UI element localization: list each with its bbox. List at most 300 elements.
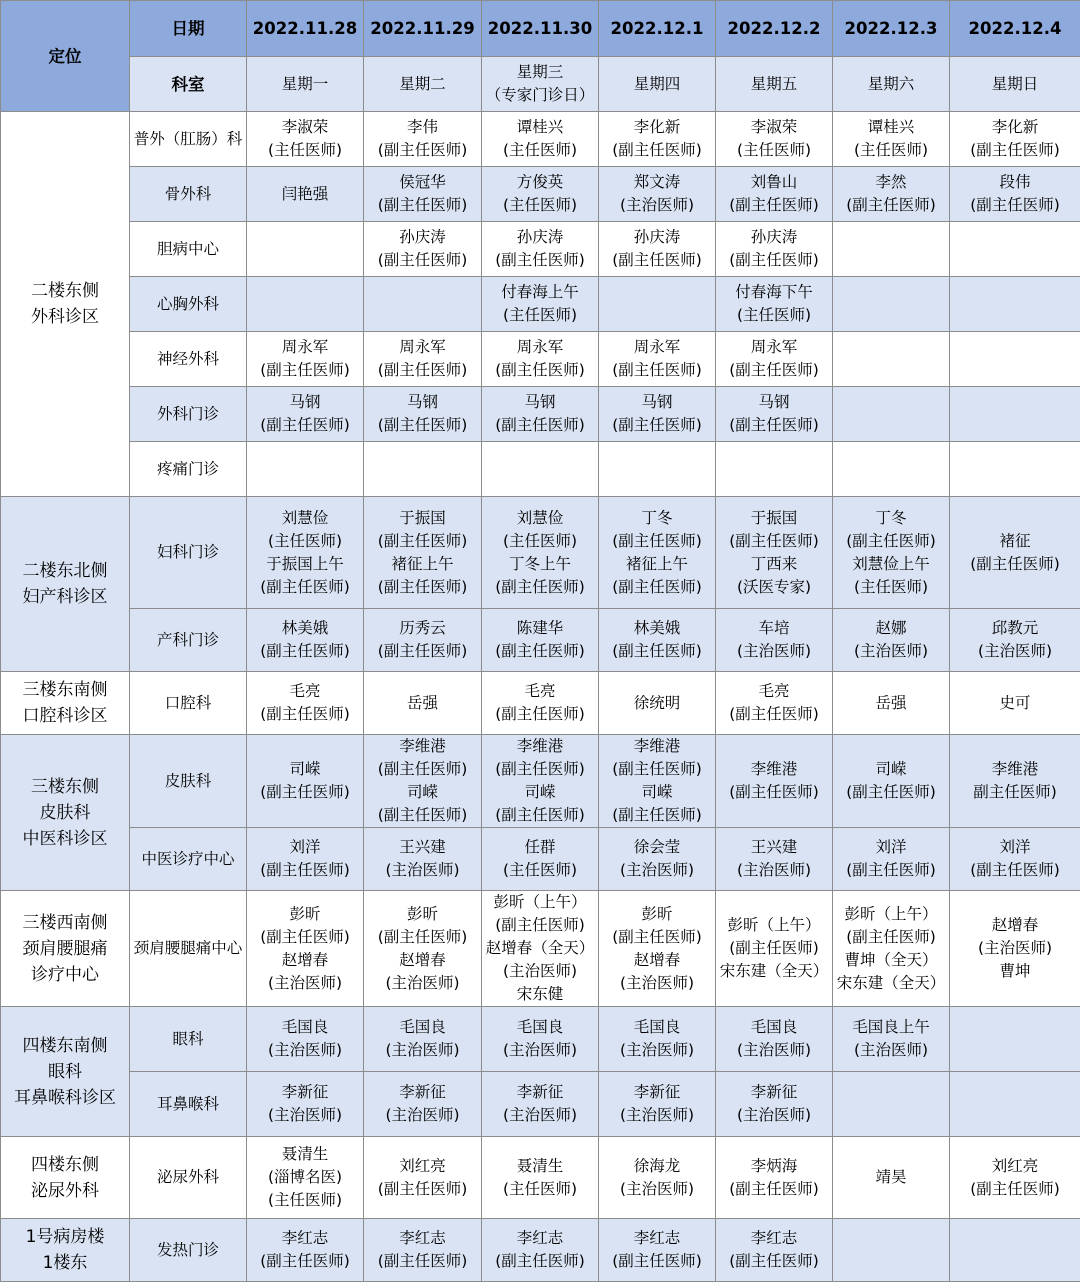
schedule-cell [482,222,599,277]
schedule-cell [950,735,1080,828]
cell-line: 1楼东 [1,1250,129,1276]
cell-line: 于振国上午 [247,553,363,576]
cell-line: 司嵘 [833,758,949,781]
cell-line: 岳强 [364,692,481,715]
schedule-cell [599,277,716,332]
cell-line: (副主任医师) [364,530,481,553]
cell-line: (副主任医师) [247,781,363,804]
date-cell: 2022.11.28 [247,1,364,57]
cell-line: (副主任医师) [950,139,1080,162]
date-cell: 2022.11.30 [482,1,599,57]
cell-line: 马钢 [716,391,832,414]
schedule-cell [247,112,364,167]
schedule-cell [716,735,833,828]
schedule-cell [833,222,950,277]
cell-line: 三楼东南侧 [1,677,129,703]
cell-line: (副主任医师) [599,139,715,162]
cell-line: 星期六 [833,73,949,96]
dept-header: 科室 [130,57,247,112]
cell-line: 郑文涛 [599,171,715,194]
cell-line: 李然 [833,171,949,194]
cell-line: 李红志 [599,1227,715,1250]
cell-line: (副主任医师) [364,139,481,162]
cell-line: (副主任医师) [482,640,598,663]
schedule-cell [716,387,833,442]
cell-line: (副主任医师) [247,359,363,382]
cell-line: 丁冬上午 [482,553,598,576]
cell-line: 毛国良 [247,1016,363,1039]
schedule-cell [247,828,364,891]
schedule-cell [716,332,833,387]
schedule-cell [833,332,950,387]
schedule-cell [482,672,599,735]
cell-line: 二楼东北侧 [1,558,129,584]
cell-line: (副主任医师) [950,859,1080,882]
cell-line: 司嵘 [482,781,598,804]
cell-line: 李红志 [716,1227,832,1250]
cell-line: 彭昕 [599,903,715,926]
schedule-cell [247,332,364,387]
schedule-cell [599,735,716,828]
cell-line: 闫艳强 [247,183,363,206]
cell-line: 付春海下午 [716,281,832,304]
cell-line: 李红志 [247,1227,363,1250]
schedule-cell [482,1219,599,1282]
cell-line: 徐会莹 [599,836,715,859]
schedule-cell [716,1219,833,1282]
cell-line: 李新征 [364,1081,481,1104]
schedule-cell [950,497,1080,609]
cell-line: 邱教元 [950,617,1080,640]
schedule-cell [247,497,364,609]
cell-line: 毛国良 [364,1016,481,1039]
cell-line: （专家门诊日） [482,84,598,107]
schedule-cell [716,828,833,891]
schedule-cell [599,387,716,442]
cell-line: (主任医师) [833,139,949,162]
weekday-cell [833,57,950,112]
schedule-cell [833,1007,950,1072]
schedule-cell [833,891,950,1007]
cell-line: (主任医师) [482,139,598,162]
department-cell: 神经外科 [130,332,247,387]
cell-line: (副主任医师) [833,926,949,949]
department-cell: 耳鼻喉科 [130,1072,247,1137]
schedule-cell [950,1137,1080,1219]
schedule-cell [716,497,833,609]
cell-line: 谭桂兴 [482,116,598,139]
cell-line: 李维港 [599,735,715,758]
cell-line: 于振国 [716,507,832,530]
cell-line: (副主任医师) [247,414,363,437]
schedule-cell [482,332,599,387]
cell-line: (主治医师) [833,640,949,663]
schedule-cell [716,1137,833,1219]
cell-line: 李红志 [364,1227,481,1250]
cell-line: (主任医师) [247,139,363,162]
schedule-cell [482,891,599,1007]
department-cell: 泌尿外科 [130,1137,247,1219]
cell-line: (副主任医师) [599,1250,715,1273]
department-cell: 外科门诊 [130,387,247,442]
cell-line: 马钢 [247,391,363,414]
cell-line: (主治医师) [716,640,832,663]
schedule-cell [950,112,1080,167]
cell-line: 李维港 [716,758,832,781]
date-header: 日期 [130,1,247,57]
cell-line: 颈肩腰腿痛 [1,936,129,962]
schedule-cell [482,1137,599,1219]
schedule-cell [247,277,364,332]
cell-line: 刘红亮 [950,1155,1080,1178]
cell-line: (副主任医师) [950,553,1080,576]
cell-line: (主治医师) [950,937,1080,960]
schedule-cell [482,828,599,891]
cell-line: (主任医师) [247,1189,363,1212]
cell-line: 褚征上午 [364,553,481,576]
cell-line: 毛亮 [482,680,598,703]
schedule-cell [247,1007,364,1072]
cell-line: (主治医师) [599,1039,715,1062]
zone-location-cell [1,891,130,1007]
cell-line: 妇产科诊区 [1,584,129,610]
schedule-cell [364,497,482,609]
schedule-cell [833,735,950,828]
weekday-cell [599,57,716,112]
schedule-cell [247,442,364,497]
cell-line: (主治医师) [833,1039,949,1062]
schedule-cell [247,609,364,672]
weekday-cell [482,57,599,112]
cell-line: 彭昕 [364,903,481,926]
cell-line: 林美娥 [247,617,363,640]
cell-line: 李淑荣 [716,116,832,139]
cell-line: 耳鼻喉科诊区 [1,1085,129,1111]
schedule-cell [482,387,599,442]
weekday-cell [364,57,482,112]
cell-line: (主任医师) [482,859,598,882]
cell-line: (主任医师) [482,304,598,327]
cell-line: 李新征 [716,1081,832,1104]
department-cell: 普外（肛肠）科 [130,112,247,167]
cell-line: 丁冬 [833,507,949,530]
schedule-cell [833,1137,950,1219]
schedule-cell [482,112,599,167]
schedule-cell [950,1072,1080,1137]
cell-line: (主治医师) [599,194,715,217]
cell-line: (副主任医师) [716,194,832,217]
cell-line: (副主任医师) [950,194,1080,217]
schedule-cell [833,387,950,442]
cell-line: (副主任医师) [482,414,598,437]
schedule-cell [950,891,1080,1007]
cell-line: 李淑荣 [247,116,363,139]
cell-line: (副主任医师) [716,937,832,960]
cell-line: 曹坤（全天） [833,949,949,972]
schedule-cell [950,277,1080,332]
schedule-cell [247,167,364,222]
cell-line: 侯冠华 [364,171,481,194]
schedule-cell [247,1219,364,1282]
schedule-cell [950,222,1080,277]
cell-line: (副主任医师) [364,804,481,827]
cell-line: (副主任医师) [247,1250,363,1273]
cell-line: 刘慧俭 [247,507,363,530]
schedule-cell [599,442,716,497]
cell-line: 四楼东侧 [1,1152,129,1178]
cell-line: 谭桂兴 [833,116,949,139]
schedule-cell [364,1072,482,1137]
cell-line: (副主任医师) [364,758,481,781]
schedule-cell [364,442,482,497]
schedule-cell [599,1007,716,1072]
schedule-cell [950,609,1080,672]
department-cell: 发热门诊 [130,1219,247,1282]
cell-line: 徐海龙 [599,1155,715,1178]
cell-line: 毛国良 [599,1016,715,1039]
cell-line: 赵增春 [247,949,363,972]
cell-line: (主治医师) [364,972,481,995]
cell-line: (副主任医师) [950,1178,1080,1201]
cell-line: (主治医师) [247,1039,363,1062]
cell-line: 赵增春（全天） [482,937,598,960]
cell-line: (副主任医师) [599,926,715,949]
schedule-cell [716,1007,833,1072]
cell-line: (副主任医师) [482,359,598,382]
cell-line: 丁西来 [716,553,832,576]
cell-line: 三楼西南侧 [1,910,129,936]
schedule-cell [599,672,716,735]
cell-line: 星期二 [364,73,481,96]
schedule-cell [950,1219,1080,1282]
cell-line: 孙庆涛 [716,226,832,249]
cell-line: 李新征 [599,1081,715,1104]
schedule-cell [950,1007,1080,1072]
cell-line: (副主任医师) [833,781,949,804]
cell-line: (副主任医师) [716,781,832,804]
schedule-cell [364,387,482,442]
cell-line: (副主任医师) [247,640,363,663]
schedule-cell [716,222,833,277]
cell-line: (主治医师) [716,1104,832,1127]
cell-line: 赵增春 [599,949,715,972]
schedule-cell [247,891,364,1007]
cell-line: 聂清生 [482,1155,598,1178]
schedule-cell [247,387,364,442]
cell-line: (主治医师) [716,1039,832,1062]
schedule-cell [364,735,482,828]
department-cell: 中医诊疗中心 [130,828,247,891]
cell-line: 褚征 [950,530,1080,553]
zone-location-cell [1,672,130,735]
cell-line: 星期五 [716,73,832,96]
department-cell: 眼科 [130,1007,247,1072]
cell-line: 副主任医师) [950,781,1080,804]
cell-line: (副主任医师) [364,576,481,599]
schedule-cell [599,332,716,387]
cell-line: 李红志 [482,1227,598,1250]
cell-line: (副主任医师) [716,703,832,726]
cell-line: (主治医师) [599,1104,715,1127]
schedule-cell [833,277,950,332]
cell-line: 二楼东侧 [1,278,129,304]
schedule-cell [716,891,833,1007]
cell-line: 宋东建（全天） [833,972,949,995]
cell-line: (副主任医师) [364,359,481,382]
cell-line: 三楼东侧 [1,774,129,800]
cell-line: (副主任医师) [482,249,598,272]
cell-line: (主任医师) [716,304,832,327]
cell-line: 毛亮 [247,680,363,703]
schedule-cell [950,387,1080,442]
schedule-cell [364,828,482,891]
cell-line: (主任医师) [482,530,598,553]
cell-line: 四楼东南侧 [1,1033,129,1059]
cell-line: 任群 [482,836,598,859]
schedule-cell [364,332,482,387]
schedule-cell [716,672,833,735]
cell-line: (副主任医师) [247,859,363,882]
schedule-cell [833,609,950,672]
schedule-cell [364,222,482,277]
schedule-cell [716,609,833,672]
department-cell: 骨外科 [130,167,247,222]
zone-location-cell [1,497,130,672]
schedule-cell [950,672,1080,735]
cell-line: (副主任医师) [716,1250,832,1273]
cell-line: 李炳海 [716,1155,832,1178]
cell-line: 王兴建 [364,836,481,859]
schedule-cell [716,1072,833,1137]
schedule-cell [833,442,950,497]
cell-line: 星期四 [599,73,715,96]
cell-line: (副主任医师) [482,758,598,781]
cell-line: (副主任医师) [247,926,363,949]
cell-line: 彭昕（上午） [482,891,598,914]
date-cell: 2022.11.29 [364,1,482,57]
cell-line: 毛国良上午 [833,1016,949,1039]
schedule-cell [833,112,950,167]
cell-line: 李新征 [482,1081,598,1104]
cell-line: (副主任医师) [833,859,949,882]
cell-line: (副主任医师) [716,414,832,437]
cell-line: 徐统明 [599,692,715,715]
schedule-cell [482,609,599,672]
department-cell: 胆病中心 [130,222,247,277]
schedule-cell [599,222,716,277]
schedule-cell [833,1072,950,1137]
cell-line: (主治医师) [247,972,363,995]
schedule-cell [364,1137,482,1219]
schedule-cell [833,167,950,222]
cell-line: (副主任医师) [716,1178,832,1201]
cell-line: 彭昕 [247,903,363,926]
schedule-cell [833,828,950,891]
cell-line: (副主任医师) [364,414,481,437]
date-cell: 2022.12.3 [833,1,950,57]
cell-line: 刘洋 [247,836,363,859]
schedule-cell [599,1072,716,1137]
cell-line: 史可 [950,692,1080,715]
cell-line: (副主任医师) [716,530,832,553]
cell-line: (副主任医师) [833,194,949,217]
cell-line: (主治医师) [599,972,715,995]
cell-line: 聂清生 [247,1143,363,1166]
cell-line: (副主任医师) [482,1250,598,1273]
cell-line: 司嵘 [247,758,363,781]
schedule-cell [599,891,716,1007]
department-cell: 口腔科 [130,672,247,735]
cell-line: 刘慧俭上午 [833,553,949,576]
schedule-cell [364,1219,482,1282]
cell-line: 刘洋 [950,836,1080,859]
cell-line: (副主任医师) [599,804,715,827]
cell-line: 刘慧俭 [482,507,598,530]
cell-line: (副主任医师) [716,359,832,382]
schedule-cell [599,497,716,609]
schedule-cell [247,735,364,828]
schedule-cell [599,609,716,672]
cell-line: 赵娜 [833,617,949,640]
schedule-cell [599,1137,716,1219]
schedule-cell [482,497,599,609]
cell-line: (主任医师) [716,139,832,162]
cell-line: 宋东建（全天） [716,960,832,983]
cell-line: (副主任医师) [482,703,598,726]
cell-line: 方俊英 [482,171,598,194]
cell-line: 周永军 [364,336,481,359]
cell-line: 宋东健 [482,983,598,1006]
cell-line: 毛亮 [716,680,832,703]
cell-line: (主任医师) [833,576,949,599]
cell-line: 毛国良 [482,1016,598,1039]
cell-line: 中医科诊区 [1,826,129,852]
cell-line: (主治医师) [364,859,481,882]
schedule-cell [716,442,833,497]
cell-line: (副主任医师) [716,249,832,272]
cell-line: (主治医师) [247,1104,363,1127]
schedule-cell [599,167,716,222]
cell-line: 司嵘 [364,781,481,804]
cell-line: 周永军 [482,336,598,359]
cell-line: 李化新 [599,116,715,139]
cell-line: 星期一 [247,73,363,96]
cell-line: 泌尿外科 [1,1178,129,1204]
schedule-cell [482,277,599,332]
weekday-cell [950,57,1080,112]
schedule-cell [950,167,1080,222]
cell-line: (副主任医师) [482,914,598,937]
cell-line: (副主任医师) [599,758,715,781]
weekday-cell [716,57,833,112]
cell-line: 李伟 [364,116,481,139]
cell-line: (淄博名医) [247,1166,363,1189]
cell-line: (副主任医师) [599,640,715,663]
schedule-cell [364,112,482,167]
cell-line: (主治医师) [482,960,598,983]
schedule-cell [833,672,950,735]
cell-line: 孙庆涛 [482,226,598,249]
cell-line: (副主任医师) [364,1250,481,1273]
cell-line: 星期日 [950,73,1080,96]
cell-line: 于振国 [364,507,481,530]
cell-line: (副主任医师) [482,576,598,599]
schedule-cell [716,277,833,332]
zone-location-cell [1,1219,130,1282]
zone-location-cell [1,735,130,891]
cell-line: 孙庆涛 [599,226,715,249]
cell-line: (主治医师) [950,640,1080,663]
